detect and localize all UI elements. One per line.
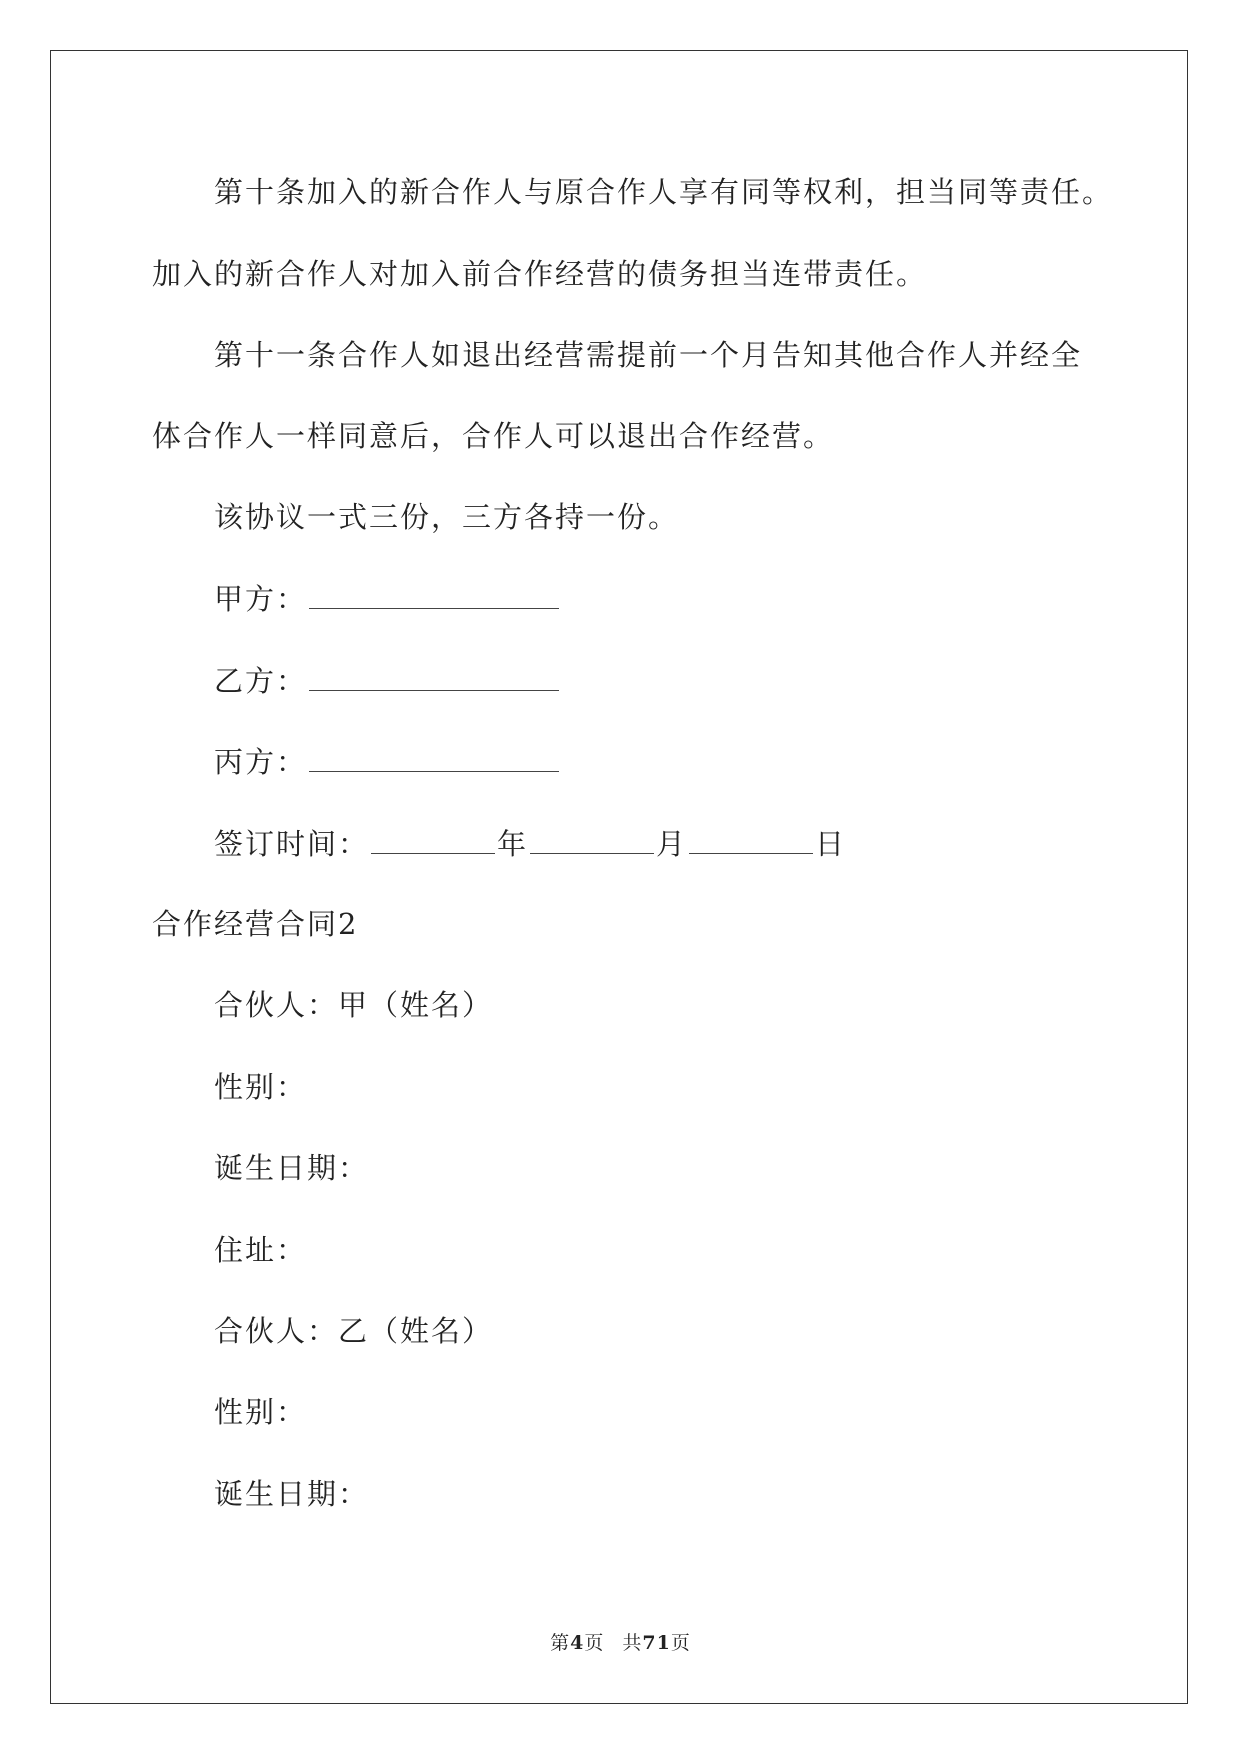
- footer-total-prefix: 共: [622, 1632, 643, 1654]
- party-a-signature-line: [214, 584, 559, 614]
- article11-line1: 第十一条合作人如退出经营需提前一个月告知其他合作人并经全: [214, 338, 1083, 372]
- partner-b-gender: 性别：: [214, 1395, 308, 1429]
- partner-a-birthdate: 诞生日期：: [214, 1151, 370, 1185]
- article10-line1: 第十条加入的新合作人与原合作人享有同等权利，担当同等责任。: [214, 175, 1114, 209]
- date-label: 签订时间：: [214, 827, 370, 861]
- day-label: 日: [815, 827, 847, 861]
- party-c-label: 丙方：: [214, 745, 308, 779]
- footer-prefix: 第: [550, 1632, 571, 1654]
- partner-b-birthdate: 诞生日期：: [214, 1477, 370, 1511]
- party-b-signature-line: [214, 666, 559, 696]
- year-blank: [371, 829, 495, 854]
- partner-b-line: 合伙人：乙（姓名）: [214, 1314, 494, 1348]
- day-blank: [689, 829, 813, 854]
- total-pages-number: 71: [642, 1632, 671, 1654]
- page-border: [50, 50, 1188, 1704]
- partner-a-address: 住址：: [214, 1233, 308, 1267]
- partner-a-line: 合伙人：甲（姓名）: [214, 988, 494, 1022]
- party-c-signature-line: [214, 747, 559, 777]
- footer-page-unit: 页: [584, 1632, 605, 1654]
- article10-line2: 加入的新合作人对加入前合作经营的债务担当连带责任。: [152, 257, 928, 291]
- party-a-label: 甲方：: [214, 582, 308, 616]
- current-page-number: 4: [570, 1632, 585, 1654]
- contract2-title: 合作经营合同2: [152, 907, 359, 941]
- page-footer: [0, 1628, 1241, 1655]
- party-c-blank: [309, 747, 559, 772]
- party-a-blank: [309, 584, 559, 609]
- party-b-blank: [309, 666, 559, 691]
- partner-a-gender: 性别：: [214, 1070, 308, 1104]
- month-label: 月: [656, 827, 688, 861]
- year-label: 年: [497, 827, 529, 861]
- signing-date-line: [214, 829, 846, 859]
- month-blank: [530, 829, 654, 854]
- copies-clause: 该协议一式三份，三方各持一份。: [214, 500, 680, 534]
- article11-line2: 体合作人一样同意后，合作人可以退出合作经营。: [152, 419, 835, 453]
- footer-total-unit: 页: [670, 1632, 691, 1654]
- party-b-label: 乙方：: [214, 664, 308, 698]
